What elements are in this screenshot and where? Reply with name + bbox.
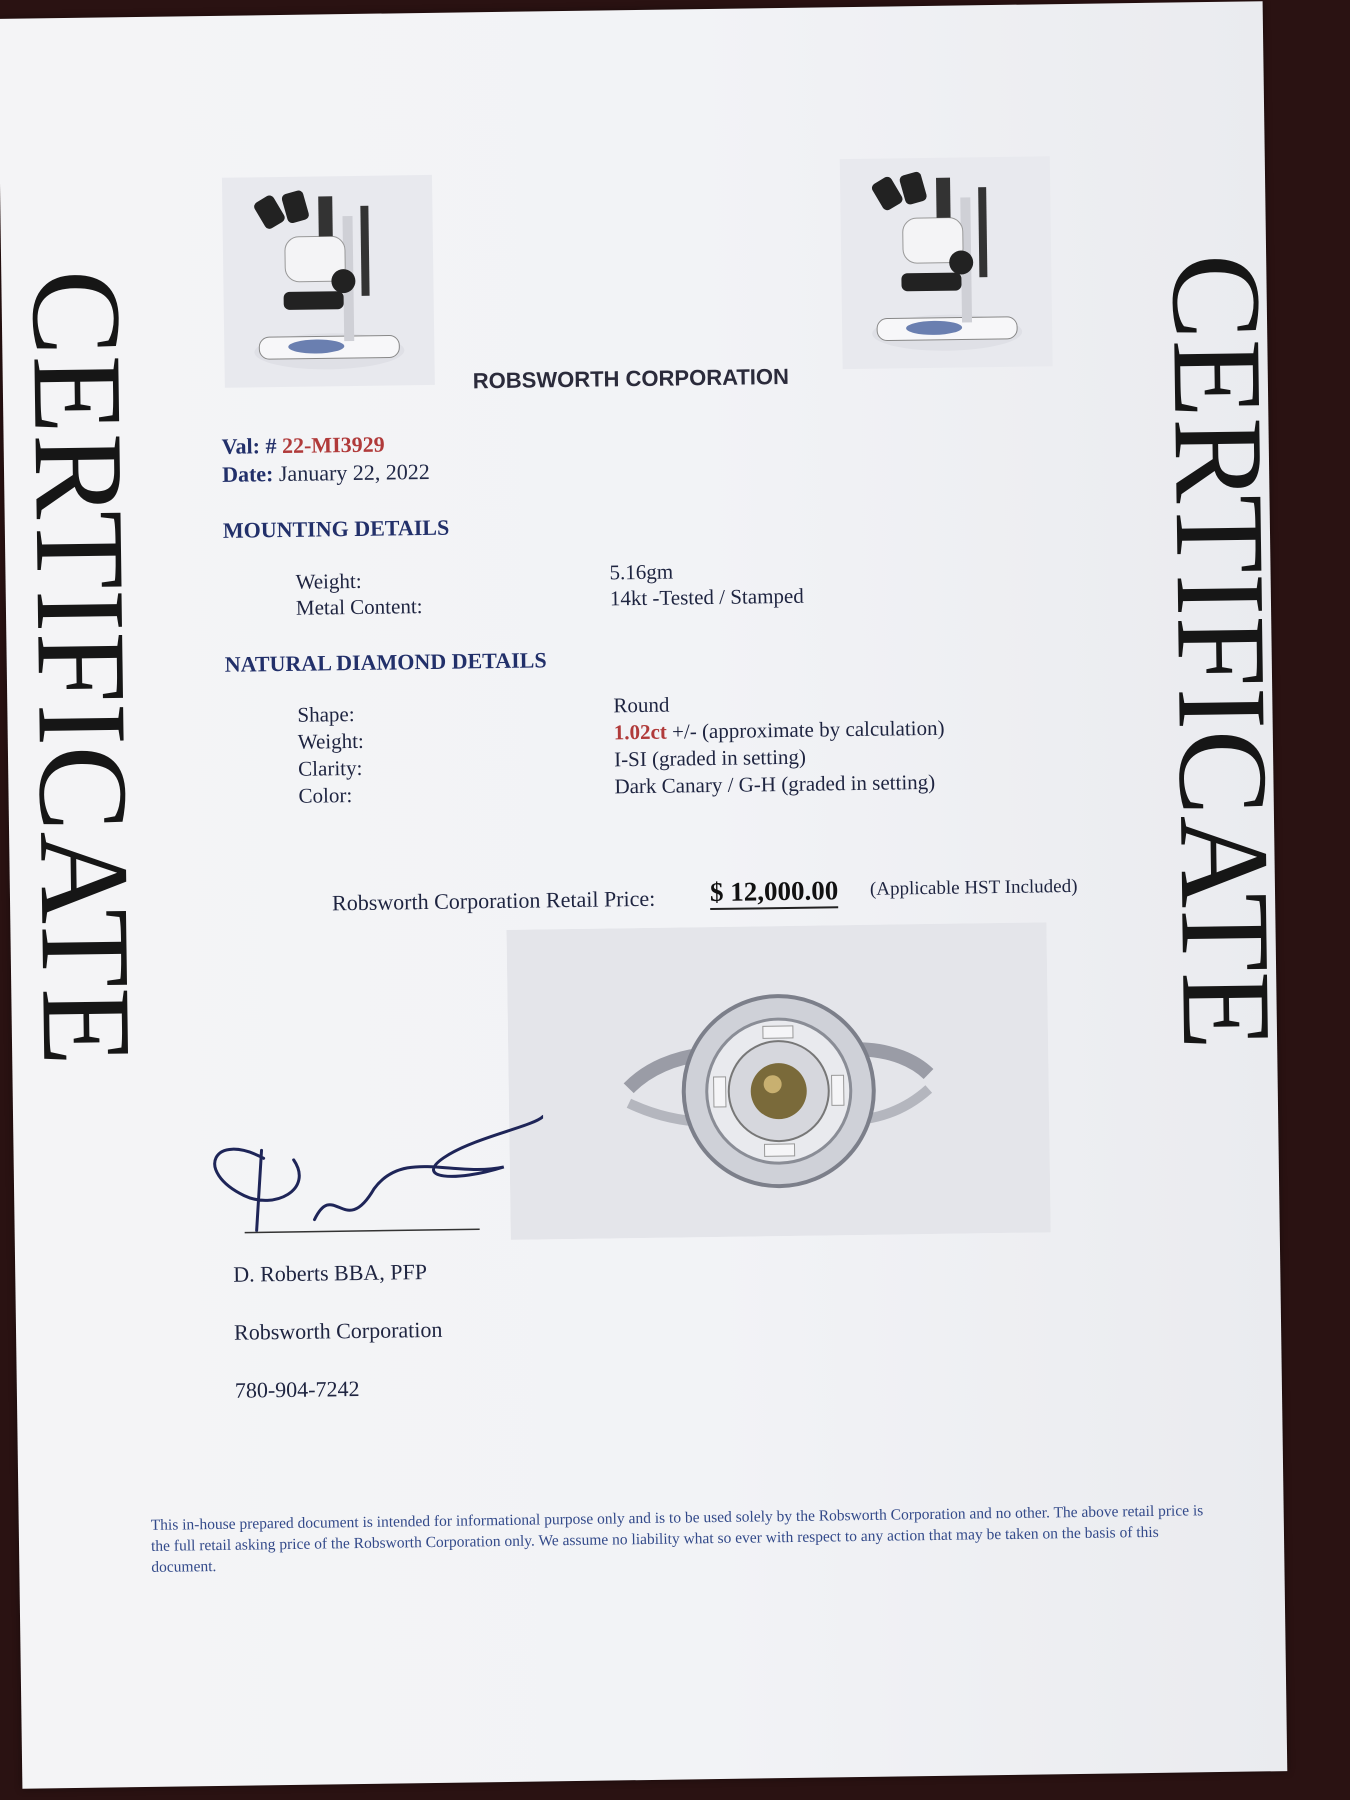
- signer-company: Robsworth Corporation: [233, 1316, 443, 1345]
- ring-photo: [506, 922, 1050, 1240]
- mounting-weight-label: Weight:: [295, 568, 362, 594]
- carat-note: +/- (approximate by calculation): [666, 715, 945, 744]
- certificate-sheet: [0, 1, 1299, 1788]
- certificate-vertical-right: CERTIFICATE: [1145, 252, 1299, 1051]
- clarity-value: I-SI (graded in setting): [613, 744, 807, 772]
- metal-content-label: Metal Content:: [295, 594, 423, 620]
- certificate-vertical-left: CERTIFICATE: [5, 268, 159, 1067]
- signature: [203, 1106, 545, 1251]
- retail-price-value: $ 12,000.00: [710, 875, 839, 910]
- val-number: 22-MI3929: [281, 431, 385, 458]
- date-label: Date:: [221, 461, 274, 487]
- shape-value: Round: [613, 692, 670, 718]
- diamond-weight-label: Weight:: [297, 728, 364, 754]
- microscope-image-right: [840, 156, 1053, 369]
- retail-price-note: (Applicable HST Included): [869, 875, 1078, 900]
- signer-phone: 780-904-7242: [234, 1376, 360, 1403]
- mounting-weight-value: 5.16gm: [609, 559, 674, 585]
- date-line: [222, 459, 430, 488]
- metal-content-value: 14kt -Tested / Stamped: [609, 583, 804, 611]
- date-value: January 22, 2022: [278, 458, 430, 487]
- val-label: Val: #: [221, 433, 277, 459]
- microscope-image-left: [222, 175, 435, 388]
- color-label: Color:: [298, 783, 353, 808]
- signer-name: D. Roberts BBA, PFP: [233, 1259, 428, 1287]
- retail-price-label: Robsworth Corporation Retail Price:: [331, 885, 656, 916]
- diamond-heading: NATURAL DIAMOND DETAILS: [224, 647, 547, 677]
- mounting-heading: MOUNTING DETAILS: [222, 514, 450, 543]
- color-value: Dark Canary / G-H (graded in setting): [614, 769, 936, 799]
- carat-value: 1.02ct: [613, 719, 667, 745]
- val-line: [222, 432, 385, 460]
- disclaimer-text: This in-house prepared document is intended for informational purpose only and is to be used solely by the Robsworth Corporation and no other. The above retail price is the full retail asking price of the Robsworth Corporation only. We assume no liability what so ever with respect to any action that may be taken on the basis of this document.: [150, 1502, 1204, 1576]
- clarity-label: Clarity:: [298, 755, 363, 781]
- company-heading: ROBSWORTH CORPORATION: [472, 363, 790, 394]
- diamond-weight-value: [614, 716, 945, 746]
- shape-label: Shape:: [297, 702, 355, 727]
